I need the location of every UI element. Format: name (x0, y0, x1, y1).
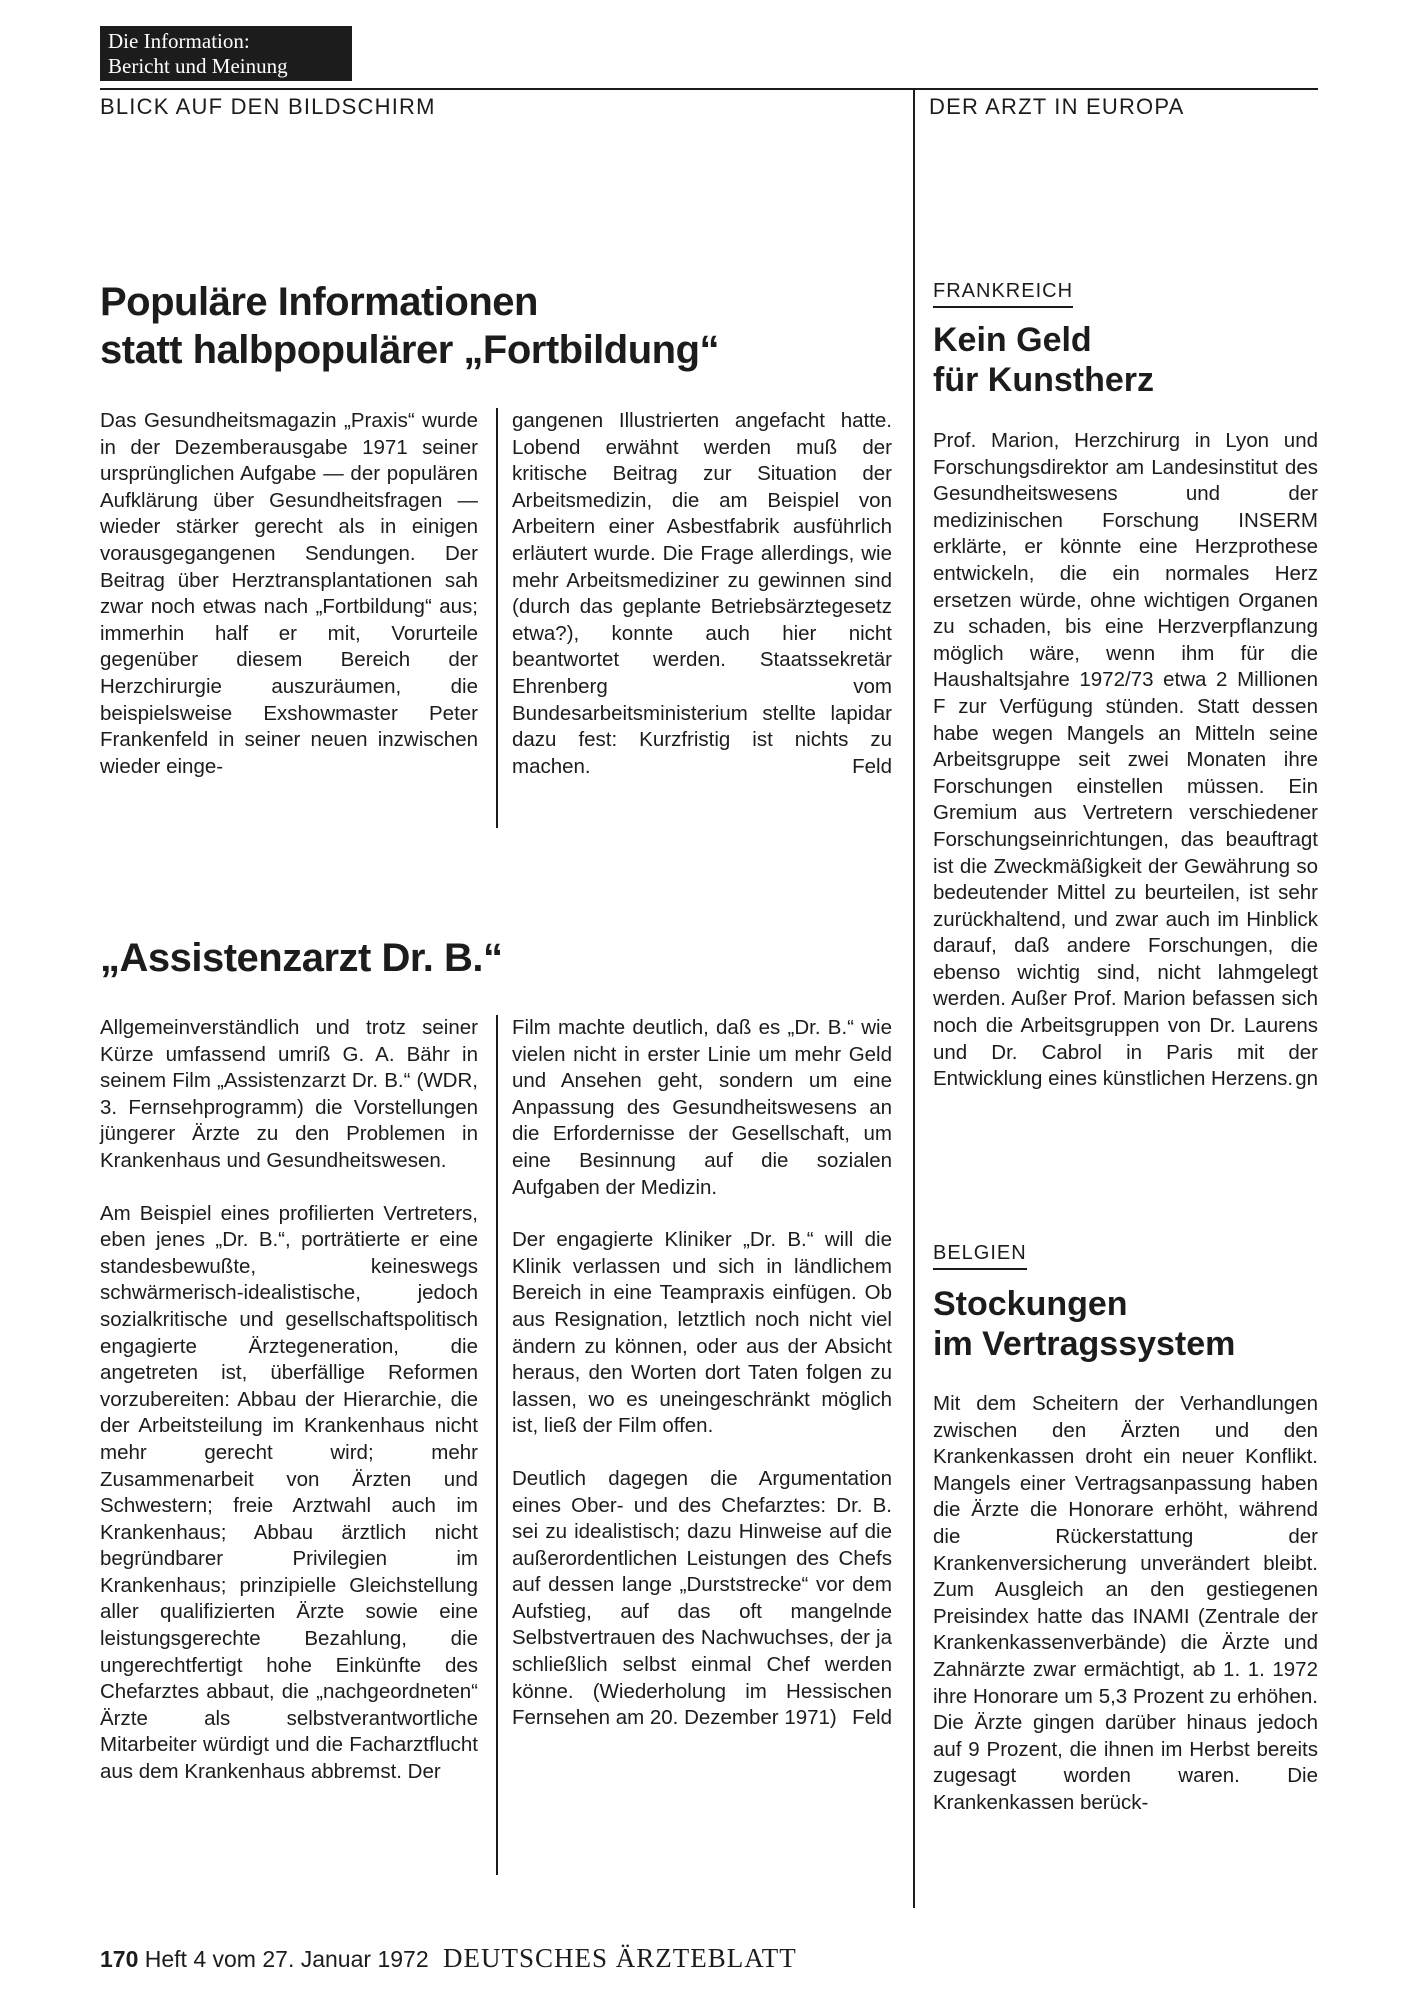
sidebar2-text: Mit dem Scheitern der Verhandlungen zwischen den Ärzten und den Krankenkassen droht ein neuer Konflikt. Mangels einer Vertragsanpassung haben die Ärzte die Honorare erhöht, während die Rückerstattung der Krankenversicherung unverändert bleibt. Zum Ausgleich an den gestiegenen Preisindex hatte das INAMI (Zentrale der Krankenkassenverbände) die Ärzte und Zahnärzte zwar ermächtigt, ab 1. 1. 1972 ihre Honorare um 5,3 Prozent zu erhöhen. Die Ärzte gingen darüber hinaus jedoch auf 9 Prozent, die ihnen im Herbst bereits zugesagt worden waren. Die Krankenkassen berück- (933, 1392, 1318, 1814)
sidebar1-text: Prof. Marion, Herzchirurg in Lyon und Forschungsdirektor am Landesinstitut des Gesundheitswesens und der medizinischen Forschung INSERM erklärte, er könnte eine Herzprothese entwickeln, die ein normales Herz ersetzen würde, ohne wichtigen Organen zu schaden, bis eine Herzverpflanzung möglich wäre, wenn ihm für die Haushaltsjahre 1972/73 etwa 2 Millionen F zur Verfügung stünden. Statt dessen habe wegen Mangels an Mitteln seine Arbeitsgruppe seit zwei Monaten ihre Forschungen einstellen müssen. Ein Gremium aus Vertretern verschiedener Forschungseinrichtungen, das beauftragt ist die Zweckmäßigkeit der Gewährung so bedeutender Mittel zu beurteilen, ist sehr zurückhaltend, und zwar auch im Hinblick darauf, daß andere Forschungen, die ebenso wichtig sind, nicht lahmgelegt werden. Außer Prof. Marion befassen sich noch die Arbeitsgruppen von Dr. Laurens und Dr. Cabrol in Paris mit der Entwicklung eines künstlichen Herzens. (933, 429, 1318, 1091)
article1-column-1 (100, 408, 478, 780)
article2-col1-p1: Allgemeinverständlich und trotz seiner Kürze umfassend umriß G. A. Bähr in seinem Film „Assistenzarzt Dr. B.“ (WDR, 3. Fernsehprogramm) die Vorstellungen jüngerer Ärzte zu den Problemen in Krankenhaus und Gesundheitswesen. (100, 1016, 478, 1172)
sidebar1-title-line1: Kein Geld (933, 321, 1092, 359)
article1-title (100, 278, 719, 374)
sidebar1-title-line2: für Kunstherz (933, 361, 1154, 399)
issue-info: Heft 4 vom 27. Januar 1972 (144, 1946, 429, 1972)
page-number: 170 (100, 1946, 139, 1972)
sidebar1-signature: gn (1295, 1067, 1318, 1091)
article2-column-divider (496, 1015, 498, 1875)
left-section-heading: BLICK AUF DEN BILDSCHIRM (100, 94, 436, 119)
sidebar1-title (933, 320, 1154, 400)
article1-title-line1: Populäre Informationen (100, 280, 538, 324)
column-divider (913, 88, 915, 1908)
section-label-line2: Bericht und Meinung (108, 54, 288, 78)
magazine-name: DEUTSCHES ÄRZTEBLATT (443, 1943, 797, 1973)
top-rule (100, 88, 1318, 90)
article1-signature: Feld (852, 754, 892, 778)
sidebar2-title (933, 1284, 1235, 1364)
article1-column-2 (512, 408, 892, 780)
section-label-box (100, 26, 352, 81)
article2-signature: Feld (852, 1706, 892, 1730)
sidebar2-body (933, 1391, 1318, 1817)
article2-col2-p3: Deutlich dagegen die Argumentation eines Ober- und des Chefarztes: Dr. B. sei zu idealistisch; dazu Hinweise auf die außerordentlichen Leistungen des Chefs auf dessen lange „Durststrecke“ vor dem Aufstieg, auf das oft mangelnde Selbstvertrauen des Nachwuchses, der ja schließlich selbst einmal Chef werden könne. (Wiederholung im Hessischen Fernsehen am 20. Dezember 1971) (512, 1466, 892, 1730)
sidebar2-title-line1: Stockungen (933, 1285, 1128, 1323)
article2-col2-p1: Film machte deutlich, daß es „Dr. B.“ wie vielen nicht in erster Linie um mehr Geld und Ansehen geht, sondern um eine Anpassung des Gesundheitswesens an die Erfordernisse der Gesellschaft, um eine Besinnung auf die sozialen Aufgaben der Medizin. (512, 1016, 892, 1199)
right-section-heading: DER ARZT IN EUROPA (929, 94, 1185, 119)
article2-column-1 (100, 1015, 478, 1786)
sidebar1-kicker: FRANKREICH (933, 280, 1073, 308)
article2-column-2 (512, 1015, 892, 1732)
sidebar2-kicker: BELGIEN (933, 1242, 1027, 1270)
article1-col1-text: Das Gesundheitsmagazin „Praxis“ wurde in der Dezemberausgabe 1971 seiner ursprünglichen Aufgabe — der populären Aufklärung über Gesundheitsfragen — wieder stärker gerecht als in einigen vorausgegangenen Sendungen. Der Beitrag über Herztransplantationen sah zwar noch etwas nach „Fortbildung“ aus; immerhin half er mit, Vorurteile gegenüber diesem Bereich der Herzchirurgie auszuräumen, die beispielsweise Exshowmaster Peter Frankenfeld in seiner neuen inzwischen wieder einge- (100, 409, 478, 778)
sidebar2-title-line2: im Vertragssystem (933, 1325, 1236, 1363)
page-footer (100, 1943, 797, 1974)
article2-col1-p2: Am Beispiel eines profilierten Vertreters, eben jenes „Dr. B.“, porträtierte er eine standesbewußte, keineswegs schwärmerisch-idealistische, jedoch sozialkritische und gesellschaftspolitisch engagierte Ärztegeneration, die angetreten ist, überfällige Reformen vorzubereiten: Abbau der Hierarchie, die der Arbeitsteilung im Krankenhaus nicht mehr gerecht wird; mehr Zusammenarbeit von Ärzten und Schwestern; freie Arztwahl auch im Krankenhaus; Abbau ärztlich nicht begründbarer Privilegien im Krankenhaus; prinzipielle Gleichstellung aller qualifizierten Ärzte sowie eine leistungsgerechte Bezahlung, die ungerechtfertigt hohe Einkünfte des Chefarztes abbaut, die „nachgeordneten“ Ärzte als selbstverantwortliche Mitarbeiter würdigt und die Facharztflucht aus dem Krankenhaus abbremst. Der (100, 1201, 478, 1784)
section-label-line1: Die Information: (108, 29, 250, 53)
article2-col2-p2: Der engagierte Kliniker „Dr. B.“ will die Klinik verlassen und sich in ländlichem Bereich in eine Teampraxis einfügen. Ob aus Resignation, letztlich noch nicht viel ändern zu können, oder aus der Absicht heraus, den Worten dort Taten folgen zu lassen, wo es uneingeschränkt möglich ist, ließ der Film offen. (512, 1228, 892, 1438)
article1-title-line2: statt halbpopulärer „Fortbildung“ (100, 328, 720, 372)
sidebar1-body (933, 428, 1318, 1093)
article2-title: „Assistenzarzt Dr. B.“ (100, 936, 503, 980)
article1-column-divider (496, 408, 498, 828)
article1-col2-text: gangenen Illustrierten angefacht hatte. Lobend erwähnt werden muß der kritische Beitrag zur Situation der Arbeitsmedizin, die am Beispiel von Arbeitern einer Asbestfabrik ausführlich erläutert wurde. Die Frage allerdings, wie mehr Arbeitsmediziner zu gewinnen sind (durch das geplante Betriebsärztegesetz etwa?), konnte auch hier nicht beantwortet werden. Staatssekretär Ehrenberg vom Bundesarbeitsministerium stellte lapidar dazu fest: Kurzfristig ist nichts zu machen. (512, 409, 892, 778)
